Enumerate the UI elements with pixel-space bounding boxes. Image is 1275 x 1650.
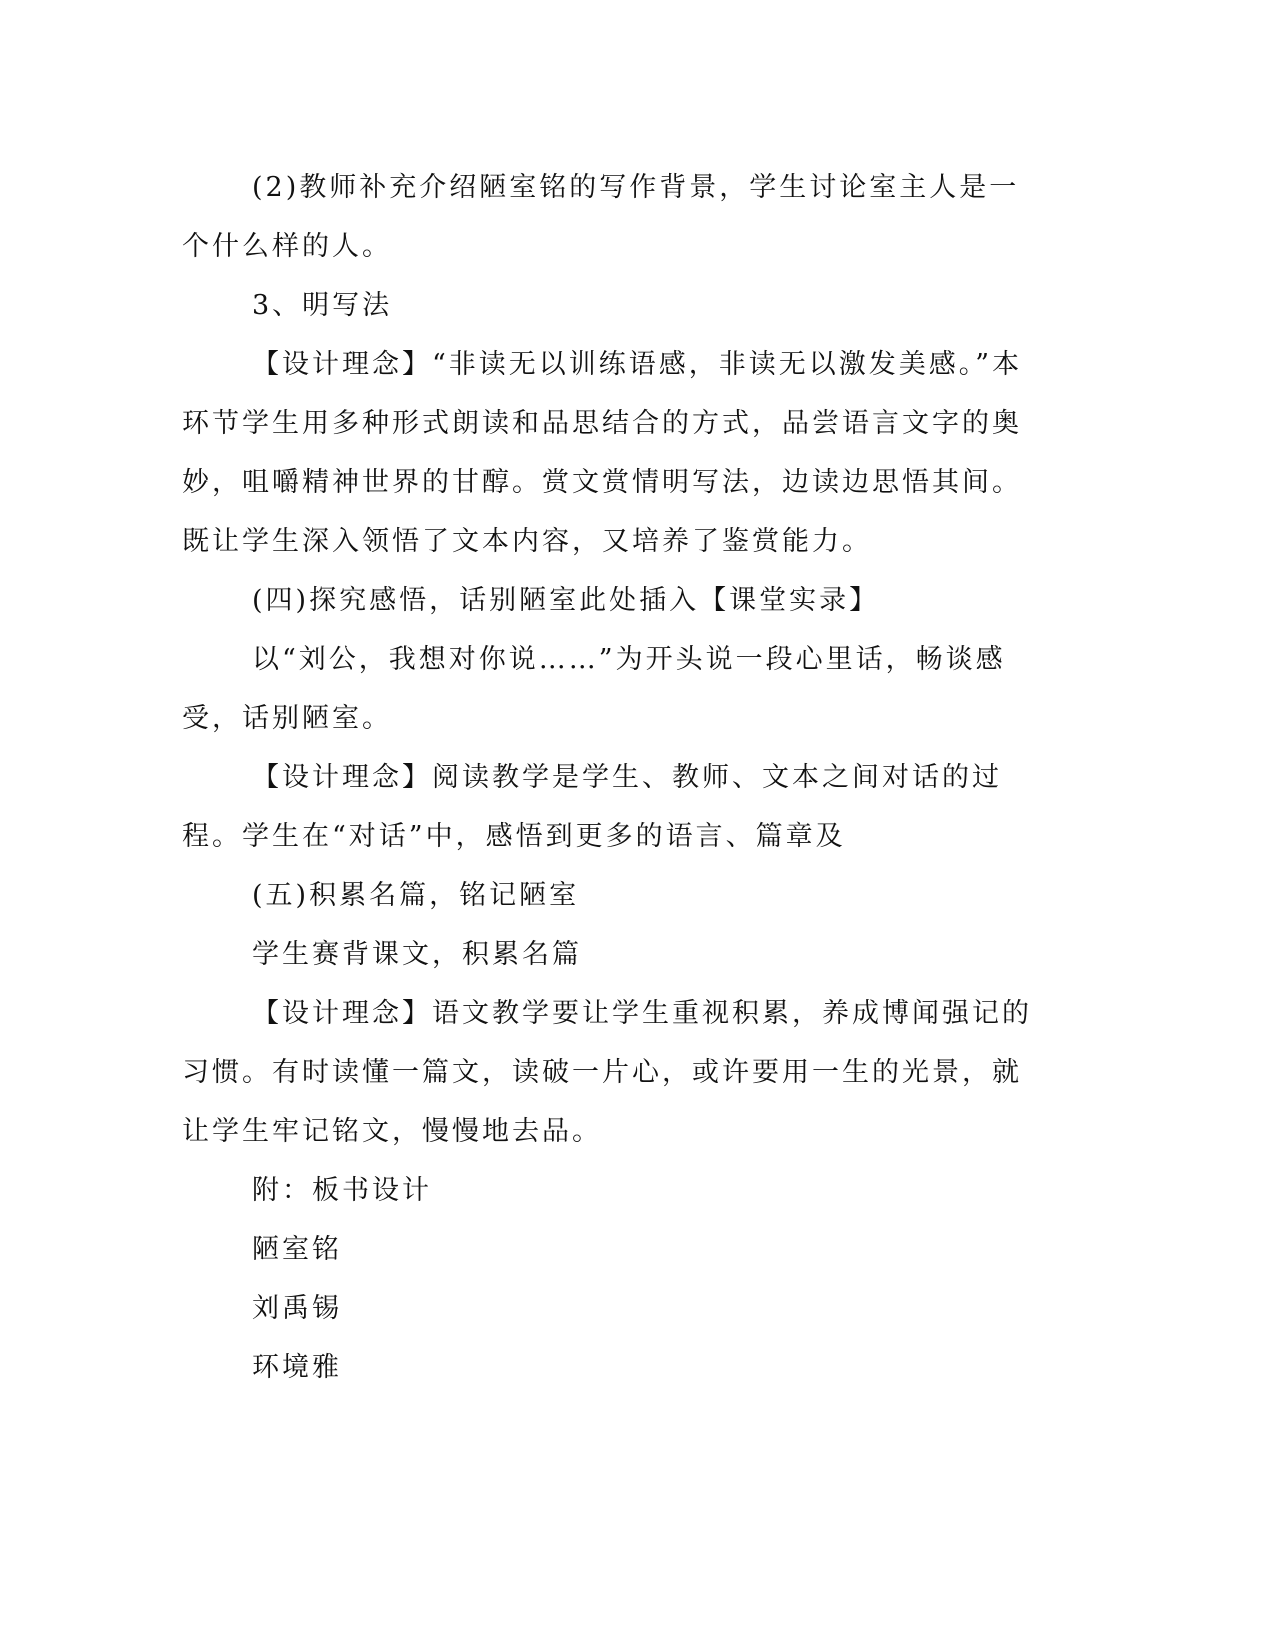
- board-design-heading: 附：板书设计: [252, 1175, 432, 1206]
- document-body: [182, 158, 1040, 1397]
- paragraph-recite-text: 学生赛背课文，积累名篇: [252, 939, 582, 970]
- board-title: 陋室铭: [252, 1234, 342, 1265]
- board-environment: 环境雅: [252, 1352, 342, 1383]
- section-heading-writing-method: 3、明写法: [252, 290, 393, 321]
- board-author: 刘禹锡: [252, 1293, 342, 1324]
- section-heading-explore-farewell: (四)探究感悟，话别陋室此处插入【课堂实录】: [252, 585, 880, 616]
- paragraph-design-concept-accumulate: 【设计理念】语文教学要让学生重视积累，养成博闻强记的习惯。有时读懂一篇文，读破一片心，或许要用一生的光景，就让学生牢记铭文，慢慢地去品。: [182, 998, 1032, 1147]
- section-heading-accumulate: (五)积累名篇，铭记陋室: [252, 880, 580, 911]
- paragraph-design-concept-dialogue: 【设计理念】阅读教学是学生、教师、文本之间对话的过程。学生在“对话”中，感悟到更多的语言、篇章及: [182, 762, 1002, 852]
- paragraph-background-discussion: (2)教师补充介绍陋室铭的写作背景，学生讨论室主人是一个什么样的人。: [182, 172, 1020, 262]
- paragraph-design-concept-reading: 【设计理念】“非读无以训练语感，非读无以激发美感。”本环节学生用多种形式朗读和品思结合的方式，品尝语言文字的奥妙，咀嚼精神世界的甘醇。赏文赏情明写法，边读边思悟其间。既让学生深入领悟了文本内容，又培养了鉴赏能力。: [182, 349, 1023, 557]
- paragraph-message-to-liu: 以“刘公，我想对你说……”为开头说一段心里话，畅谈感受，话别陋室。: [182, 644, 1006, 734]
